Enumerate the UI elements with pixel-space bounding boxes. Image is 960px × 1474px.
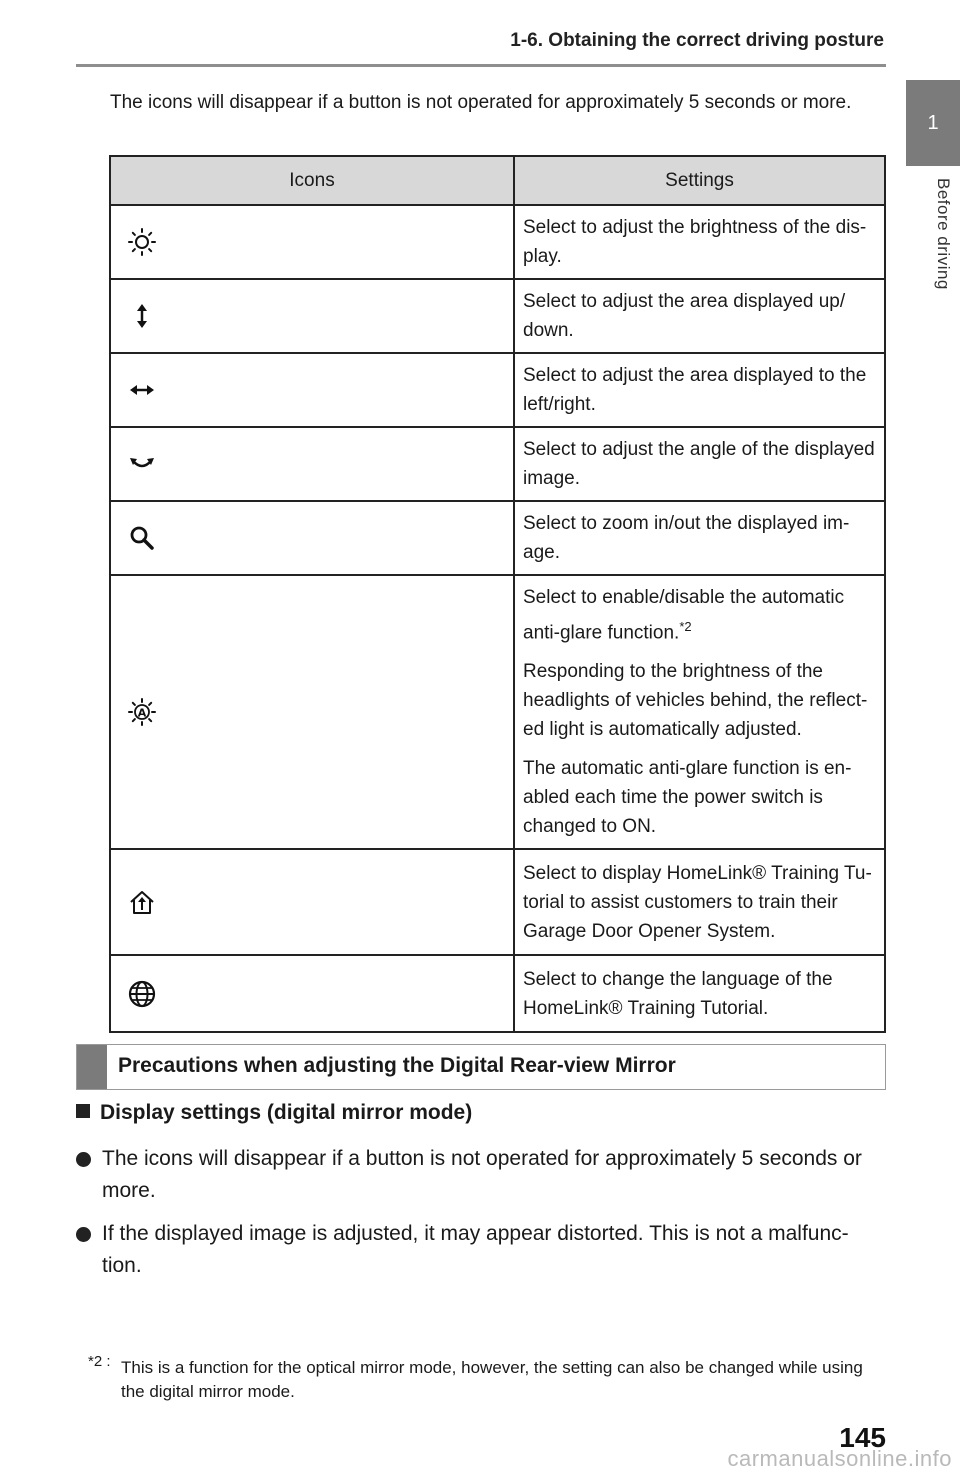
footnote-ref: *2 bbox=[679, 619, 692, 634]
globe-icon bbox=[127, 979, 157, 1009]
display-settings-subheading: Display settings (digital mirror mode) bbox=[76, 1101, 472, 1125]
chapter-label: Before driving bbox=[934, 178, 953, 290]
setting-description: The automatic anti-glare function is en-abled each time the power switch is changed to ON. bbox=[523, 758, 852, 838]
precautions-section-header bbox=[76, 1044, 886, 1090]
setting-description: Select to zoom in/out the displayed im-age. bbox=[523, 513, 850, 563]
icons-settings-table bbox=[109, 155, 886, 1033]
setting-description: Select to enable/disable the automatic anti-glare function.$^{*2}$ bbox=[523, 587, 845, 644]
brightness-icon bbox=[127, 227, 157, 257]
square-bullet-icon bbox=[76, 1104, 90, 1118]
precautions-title: Precautions when adjusting the Digital Rear-view Mirror bbox=[118, 1054, 676, 1077]
table-row bbox=[110, 575, 885, 849]
setting-description: Select to display HomeLink® Training Tu-torial to assist customers to train their Garage Door Opener System. bbox=[523, 862, 872, 942]
svg-text:A: A bbox=[137, 706, 147, 720]
homelink-icon bbox=[127, 887, 157, 917]
tilt-angle-icon bbox=[127, 449, 157, 479]
list-item: The icons will disappear if a button is not operated for approximately 5 seconds or more. bbox=[76, 1143, 876, 1207]
zoom-icon bbox=[127, 523, 157, 553]
table-row bbox=[110, 279, 885, 353]
table-row bbox=[110, 955, 885, 1032]
list-item: If the displayed image is adjusted, it may appear distorted. This is not a malfunc-tion. bbox=[76, 1218, 876, 1282]
horizontal-arrows-icon bbox=[127, 375, 157, 405]
section-title: 1-6. Obtaining the correct driving posture bbox=[510, 30, 884, 51]
setting-description: Responding to the brightness of the headlights of vehicles behind, the reflect-ed light is automatically adjusted. bbox=[523, 661, 868, 741]
header-divider bbox=[76, 64, 886, 67]
setting-description: Select to adjust the area displayed to the left/right. bbox=[523, 365, 867, 415]
table-row bbox=[110, 205, 885, 279]
auto-anti-glare-icon bbox=[127, 697, 157, 727]
col-header-settings: Settings bbox=[514, 156, 885, 205]
table-header-row bbox=[110, 156, 885, 205]
chapter-tab: 1 bbox=[906, 80, 960, 166]
section-marker-bar bbox=[77, 1045, 107, 1089]
table-row bbox=[110, 501, 885, 575]
footnote-text: This is a function for the optical mirror mode, however, the setting can also be changed while using the digital mirror mode. bbox=[121, 1358, 863, 1401]
footnote bbox=[88, 1353, 888, 1404]
setting-description: Select to change the language of the HomeLink® Training Tutorial. bbox=[523, 968, 833, 1019]
setting-description: Select to adjust the area displayed up/ down. bbox=[523, 291, 846, 341]
table-row bbox=[110, 427, 885, 501]
table-row bbox=[110, 849, 885, 955]
intro-text: The icons will disappear if a button is not operated for approximately 5 seconds or more. bbox=[110, 92, 852, 113]
setting-description: Select to adjust the brightness of the dis-play. bbox=[523, 217, 867, 267]
watermark: carmanualsonline.info bbox=[727, 1446, 952, 1471]
bullet-dot-icon bbox=[76, 1227, 91, 1242]
table-row bbox=[110, 353, 885, 427]
setting-description: Select to adjust the angle of the displayed image. bbox=[523, 439, 875, 489]
page-number: 145 bbox=[839, 1422, 886, 1453]
vertical-arrows-icon bbox=[127, 301, 157, 331]
bullet-dot-icon bbox=[76, 1152, 91, 1167]
col-header-icons: Icons bbox=[110, 156, 514, 205]
footnote-mark: *2 : bbox=[88, 1353, 111, 1370]
